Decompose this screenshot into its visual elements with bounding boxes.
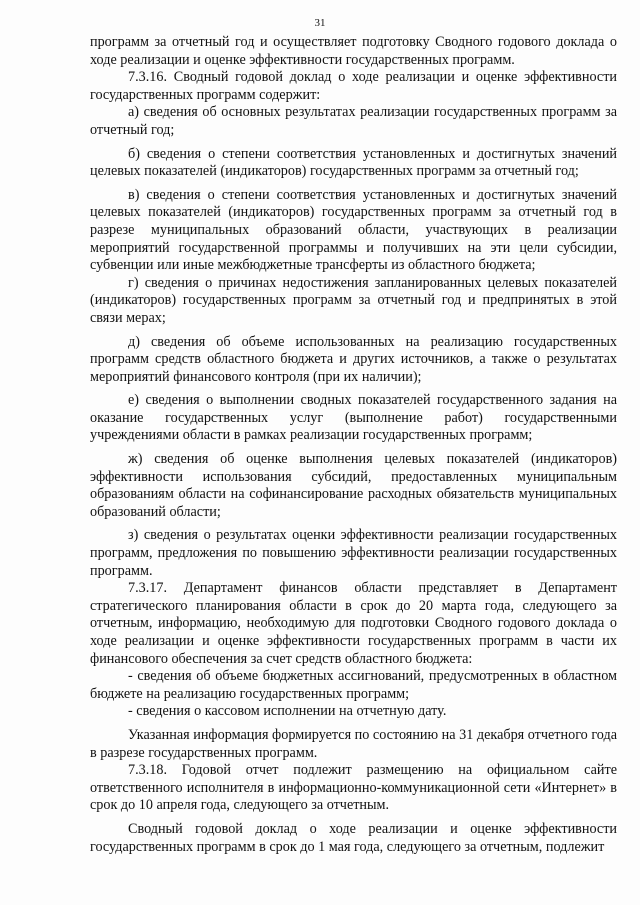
bullet-item-budget: - сведения об объеме бюджетных ассигнований, предусмотренных в областном бюджете на реализацию государственных программ; — [90, 668, 617, 702]
paragraph-continuation: программ за отчетный год и осуществляет подготовку Сводного годового доклада о ходе реализации и оценке эффективности государственных программ. — [90, 34, 617, 68]
paragraph-7-3-18: 7.3.18. Годовой отчет подлежит размещению на официальном сайте ответственного исполнителя в информационно-коммуникационной сети «Интернет» в срок до 10 апреля года, следующего за отчетным. — [90, 762, 617, 814]
list-item-b: б) сведения о степени соответствия установленных и достигнутых значений целевых показателей (индикаторов) государственных программ за отчетный год; — [90, 145, 617, 180]
list-item-g: г) сведения о причинах недостижения запланированных целевых показателей (индикаторов) государственных программ за отчетный год и предпринятых в этой связи мерах; — [90, 274, 617, 326]
bullet-item-cash: - сведения о кассовом исполнении на отчетную дату. — [128, 703, 447, 720]
paragraph-info-date: Указанная информация формируется по состоянию на 31 декабря отчетного года в разрезе государственных программ. — [90, 726, 617, 761]
list-item-zh: ж) сведения об оценке выполнения целевых показателей (индикаторов) эффективности использования субсидий, предоставленных муниципальным образованиям области на софинансирование расходных обязательств муниципальных образований области; — [90, 451, 617, 520]
paragraph-summary-report: Сводный годовой доклад о ходе реализации и оценке эффективности государственных программ в срок до 1 мая года, следующего за отчетным, подлежит — [90, 820, 617, 855]
paragraph-7-3-16: 7.3.16. Сводный годовой доклад о ходе реализации и оценке эффективности государственных программ содержит: — [90, 69, 617, 103]
document-body — [90, 34, 617, 856]
list-item-d: д) сведения об объеме использованных на реализацию государственных программ средств областного бюджета и других источников, а также о результатах мероприятий финансового контроля (при их наличии); — [90, 333, 617, 385]
list-item-a: а) сведения об основных результатах реализации государственных программ за отчетный год; — [90, 104, 617, 138]
paragraph-7-3-17: 7.3.17. Департамент финансов области представляет в Департамент стратегического планирования области в срок до 20 марта года, следующего за отчетным, информацию, необходимую для подготовки Сводного годового доклада о ходе реализации и оценке эффективности государственных программ в части их финансового обеспечения за счет средств областного бюджета: — [90, 580, 617, 667]
page-number: 31 — [314, 17, 326, 29]
list-item-z: з) сведения о результатах оценки эффективности реализации государственных программ, предложения по повышению эффективности реализации государственных программ. — [90, 527, 617, 579]
list-item-e: е) сведения о выполнении сводных показателей государственного задания на оказание государственных услуг (выполнение работ) государственными учреждениями области в рамках реализации государственных программ; — [90, 392, 617, 444]
list-item-v: в) сведения о степени соответствия установленных и достигнутых значений целевых показателей (индикаторов) государственных программ за отчетный год в разрезе муниципальных образований области, участвующих в реализации мероприятий государственной программы и получивших на эти цели субсидии, субвенции или иные межбюджетные трансферты из областного бюджета; — [90, 186, 617, 274]
